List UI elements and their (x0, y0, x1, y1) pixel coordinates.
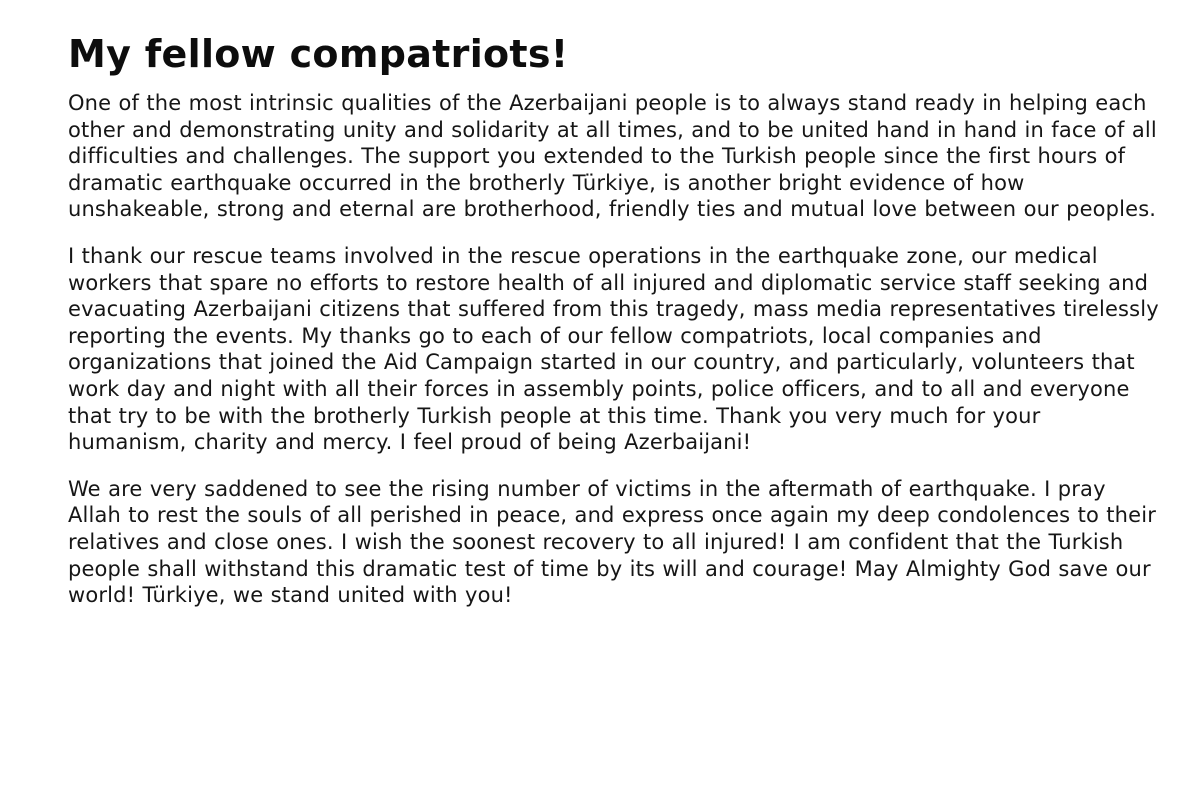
paragraph-thanks: I thank our rescue teams involved in the rescue operations in the earthquake zone, our medical workers that spare no efforts to restore health of all injured and diplomatic service staff seeking and evacuating Azerbaijani citizens that suffered from this tragedy, mass media representatives tirelessly reporting the events. My thanks go to each of our fellow compatriots, local companies and organizations that joined the Aid Campaign started in our country, and particularly, volunteers that work day and night with all their forces in assembly points, police officers, and to all and everyone that try to be with the brotherly Turkish people at this time. Thank you very much for your humanism, charity and mercy. I feel proud of being Azerbaijani! (68, 243, 1159, 455)
document-page (68, 30, 1160, 609)
paragraph-condolences: We are very saddened to see the rising number of victims in the aftermath of earthquake. I pray Allah to rest the souls of all perished in peace, and express once again my deep condolences to their relatives and close ones. I wish the soonest recovery to all injured! I am confident that the Turkish people shall withstand this dramatic test of time by its will and courage! May Almighty God save our world! Türkiye, we stand united with you! (68, 476, 1156, 608)
document-title: My fellow compatriots! (68, 32, 569, 76)
paragraph-unity: One of the most intrinsic qualities of the Azerbaijani people is to always stand ready in helping each other and demonstrating unity and solidarity at all times, and to be united hand in hand in face of all difficulties and challenges. The support you extended to the Turkish people since the first hours of dramatic earthquake occurred in the brotherly Türkiye, is another bright evidence of how unshakeable, strong and eternal are brotherhood, friendly ties and mutual love between our peoples. (68, 91, 1157, 222)
